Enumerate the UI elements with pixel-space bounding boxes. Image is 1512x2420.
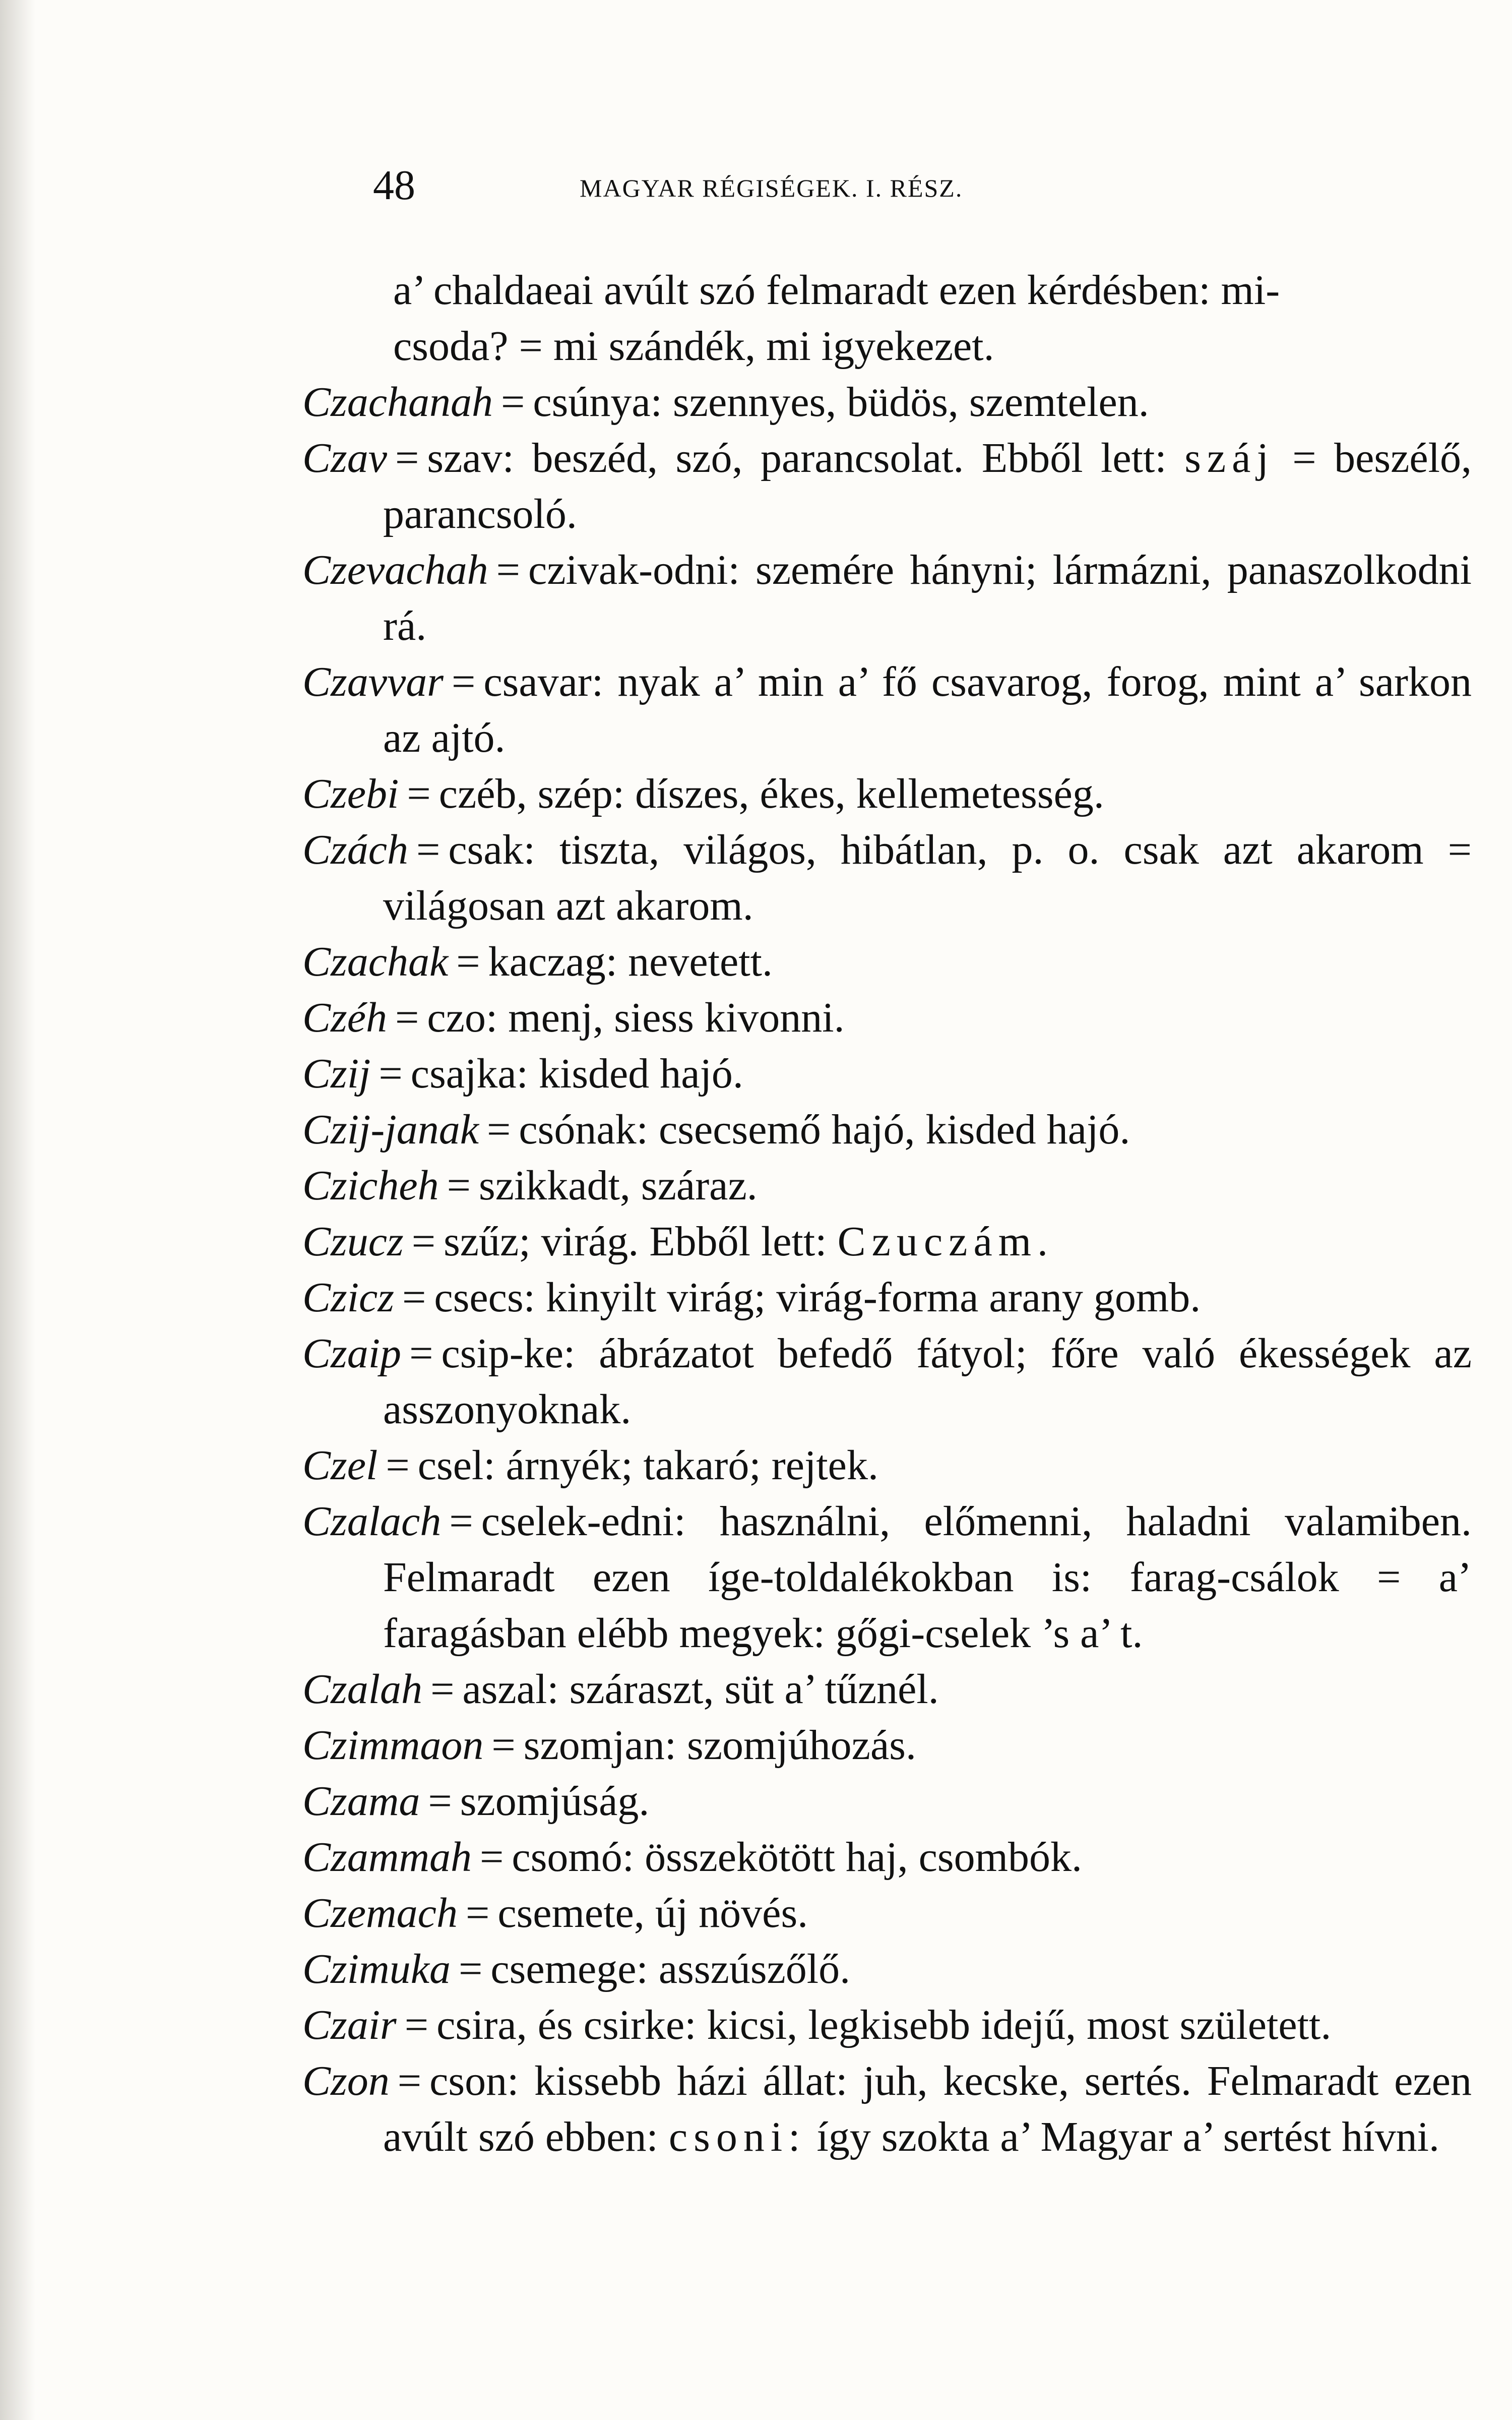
equals-sign: = [379, 1050, 403, 1097]
entry-definition: cselek-edni: használni, előmenni, haladni valamiben. Felmaradt ezen íge-toldalékokban is: farag-csálok = a’ faragásban elébb megyek: gőgi-cselek ’s a’ t. [383, 1498, 1472, 1657]
equals-sign: = [501, 379, 525, 426]
entry-definition: czivak-odni: szemére hányni; lármázni, panaszolkodni rá. [383, 547, 1472, 649]
dictionary-entry [302, 430, 1472, 542]
entry-term: Czij-janak [302, 1106, 479, 1153]
entry-term: Czebi [302, 770, 399, 817]
equals-sign: = [397, 2058, 422, 2104]
dictionary-entry [302, 1214, 1472, 1269]
entry-definition: csúnya: szennyes, büdös, szemtelen. [533, 379, 1149, 426]
dictionary-entry [302, 1437, 1472, 1493]
intro-paragraph [302, 262, 1472, 374]
entry-term: Czalach [302, 1498, 442, 1545]
entry-term: Czachak [302, 938, 449, 985]
entry-definition: szomjúság. [460, 1778, 650, 1825]
entry-definition: csel: árnyék; takaró; rejtek. [417, 1442, 878, 1489]
running-head: MAGYAR RÉGISÉGEK. I. RÉSZ. [580, 174, 963, 202]
dictionary-entry [302, 1102, 1472, 1158]
entry-definition: csajka: kisded hajó. [410, 1050, 743, 1097]
entry-term: Czevachah [302, 547, 488, 593]
spaced-word: csoni: [668, 2113, 806, 2160]
entry-term: Czavvar [302, 658, 444, 705]
dictionary-entry [302, 934, 1472, 990]
equals-sign: = [459, 1946, 483, 1992]
dictionary-entry [302, 766, 1472, 822]
dictionary-entry [302, 1885, 1472, 1941]
dictionary-entry [302, 1829, 1472, 1885]
page-gutter-edge [0, 0, 35, 2420]
entry-definition: csomó: összekötött haj, csombók. [512, 1834, 1082, 1881]
entry-term: Czimuka [302, 1946, 451, 1992]
dictionary-entry [302, 654, 1472, 766]
equals-sign: = [487, 1106, 511, 1153]
equals-sign: = [447, 1162, 471, 1209]
entry-definition: szikkadt, száraz. [479, 1162, 758, 1209]
entry-term: Czicheh [302, 1162, 439, 1209]
entry-term: Czalah [302, 1666, 423, 1713]
dictionary-entry [302, 1941, 1472, 1997]
dictionary-entry [302, 1717, 1472, 1773]
dictionary-entry [302, 1325, 1472, 1437]
entry-term: Czachanah [302, 379, 493, 426]
entry-definition: csemete, új növés. [497, 1890, 808, 1937]
equals-sign: = [491, 1722, 516, 1769]
entry-definition: csip-ke: ábrázatot befedő fátyol; főre való ékességek az asszonyoknak. [383, 1330, 1472, 1433]
equals-sign: = [430, 1666, 455, 1713]
dictionary-entry [302, 1493, 1472, 1661]
entry-term: Czair [302, 2002, 397, 2048]
dictionary-entry [302, 374, 1472, 430]
equals-sign: = [395, 435, 419, 481]
equals-sign: = [451, 658, 476, 705]
equals-sign: = [449, 1498, 473, 1545]
entry-term: Czij [302, 1050, 371, 1097]
entry-definition: czéb, szép: díszes, ékes, kellemetesség. [438, 770, 1104, 817]
entry-term: Czama [302, 1778, 420, 1825]
equals-sign: = [496, 547, 520, 593]
entry-definition: aszal: száraszt, süt a’ tűznél. [462, 1666, 939, 1713]
dictionary-entry [302, 990, 1472, 1046]
entry-continuation: így szokta a’ Magyar a’ sertést hívni. [816, 2113, 1439, 2160]
dictionary-entry [302, 1046, 1472, 1102]
entry-term: Czucz [302, 1218, 404, 1265]
page-number: 48 [373, 162, 415, 209]
equals-sign: = [395, 994, 419, 1041]
entry-continuation: = beszélő, parancsoló. [383, 435, 1472, 537]
intro-line-1: a’ chaldaeai avúlt szó felmaradt ezen kérdésben: mi- [393, 267, 1280, 314]
entry-term: Czel [302, 1442, 378, 1489]
equals-sign: = [411, 1218, 436, 1265]
entry-definition: cson: kissebb házi állat: juh, kecske, sertés. Felmaradt ezen avúlt szó ebben: [383, 2058, 1472, 2160]
page-body [302, 262, 1472, 2165]
equals-sign: = [428, 1778, 452, 1825]
dictionary-entry [302, 1661, 1472, 1717]
intro-line-2: csoda? = mi szándék, mi igyekezet. [393, 323, 994, 370]
entry-term: Czicz [302, 1274, 395, 1321]
dictionary-entry [302, 1158, 1472, 1214]
entry-term: Czemach [302, 1890, 458, 1937]
entry-term: Czimmaon [302, 1722, 484, 1769]
entry-definition: szav: beszéd, szó, parancsolat. Ebből lett: [427, 435, 1167, 481]
entry-definition: kaczag: nevetett. [488, 938, 773, 985]
entry-term: Czav [302, 435, 387, 481]
equals-sign: = [456, 938, 480, 985]
dictionary-entry [302, 822, 1472, 934]
page-header [373, 160, 1381, 216]
equals-sign: = [404, 2002, 429, 2048]
dictionary-entry [302, 1997, 1472, 2053]
equals-sign: = [402, 1274, 426, 1321]
dictionary-entry [302, 1269, 1472, 1325]
entry-definition: csavar: nyak a’ min a’ fő csavarog, forog, mint a’ sarkon az ajtó. [383, 658, 1472, 761]
dictionary-entry [302, 1773, 1472, 1829]
entry-term: Czaip [302, 1330, 402, 1377]
entry-term: Czách [302, 826, 408, 873]
entry-term: Czammah [302, 1834, 472, 1881]
entry-definition: czo: menj, siess kivonni. [427, 994, 845, 1041]
equals-sign: = [407, 770, 431, 817]
entry-definition: csira, és csirke: kicsi, legkisebb idejű, most született. [436, 2002, 1332, 2048]
entry-definition: csemege: asszúszőlő. [490, 1946, 851, 1992]
spaced-word: Czuczám. [837, 1218, 1054, 1265]
entry-term: Czéh [302, 994, 387, 1041]
entry-definition: szűz; virág. Ebből lett: [444, 1218, 827, 1265]
equals-sign: = [416, 826, 440, 873]
entry-definition: csónak: csecsemő hajó, kisded hajó. [519, 1106, 1130, 1153]
entry-term: Czon [302, 2058, 390, 2104]
spaced-word: száj [1184, 435, 1275, 481]
equals-sign: = [480, 1834, 504, 1881]
dictionary-entry [302, 542, 1472, 654]
equals-sign: = [465, 1890, 490, 1937]
equals-sign: = [409, 1330, 433, 1377]
dictionary-entry [302, 2053, 1472, 2165]
entry-definition: szomjan: szomjúhozás. [523, 1722, 916, 1769]
equals-sign: = [386, 1442, 410, 1489]
entry-definition: csak: tiszta, világos, hibátlan, p. o. csak azt akarom = világosan azt akarom. [383, 826, 1472, 929]
entry-definition: csecs: kinyilt virág; virág-forma arany gomb. [434, 1274, 1201, 1321]
